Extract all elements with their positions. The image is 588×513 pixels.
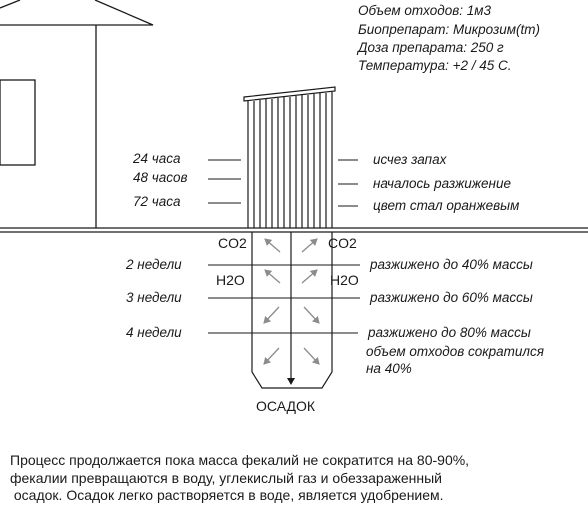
result-label: исчез запах bbox=[373, 152, 447, 167]
time-label: 4 недели bbox=[126, 325, 182, 340]
h2o-up-left-arrow bbox=[265, 270, 280, 283]
result-label: разжижено до 40% массы bbox=[370, 257, 533, 272]
param-biopreparation: Биопрепарат: Микрозим(tm) bbox=[358, 22, 540, 37]
time-label: 24 часа bbox=[133, 151, 181, 166]
result-label: началось разжижение bbox=[373, 176, 511, 191]
time-label: 3 недели bbox=[126, 290, 182, 305]
co2-right-label: CO2 bbox=[328, 235, 357, 251]
time-label: 2 недели bbox=[126, 257, 182, 272]
time-label: 48 часов bbox=[133, 170, 188, 185]
co2-up-left-arrow bbox=[265, 239, 280, 252]
result-label: разжижено до 80% массы bbox=[368, 325, 531, 340]
sediment-label: ОСАДОК bbox=[256, 398, 316, 414]
param-dose: Доза препарата: 250 г bbox=[358, 40, 504, 55]
vent-pipe bbox=[244, 87, 335, 228]
result-label: на 40% bbox=[366, 361, 412, 376]
h2o-left-label: H2O bbox=[216, 272, 245, 288]
ground bbox=[0, 228, 588, 232]
h2o-right-label: H2O bbox=[330, 272, 359, 288]
caption-line: Процесс продолжается пока масса фекалий не сократится на 80-90%, bbox=[10, 452, 470, 468]
caption-line: фекалии превращаются в воду, углекислый газ и обеззараженный bbox=[10, 469, 442, 486]
septic-tank bbox=[252, 232, 332, 388]
param-temperature: Температура: +2 / 45 С. bbox=[358, 58, 512, 73]
house-roof bbox=[0, 0, 20, 8]
gas-labels bbox=[216, 235, 359, 288]
parameters bbox=[356, 3, 540, 73]
down-left-arrow-2 bbox=[264, 348, 279, 364]
down-left-arrow-1 bbox=[264, 307, 279, 323]
result-label: разжижено до 60% массы bbox=[370, 290, 533, 305]
param-volume: Объем отходов: 1м3 bbox=[358, 3, 492, 18]
time-label: 72 часа bbox=[133, 194, 181, 209]
co2-up-right-arrow bbox=[302, 239, 317, 252]
house-window bbox=[0, 80, 35, 165]
time-labels bbox=[125, 151, 188, 340]
down-right-arrow-2 bbox=[304, 348, 319, 364]
down-right-arrow-1 bbox=[304, 307, 319, 323]
caption-line: осадок. Осадок легко растворяется в воде, является удобрением. bbox=[10, 487, 444, 503]
h2o-up-right-arrow bbox=[302, 270, 317, 283]
result-label: объем отходов сократился bbox=[366, 344, 545, 359]
result-labels bbox=[366, 152, 544, 376]
result-label: цвет стал оранжевым bbox=[373, 198, 520, 213]
co2-left-label: CO2 bbox=[218, 235, 247, 251]
caption bbox=[10, 452, 580, 505]
house bbox=[0, 0, 153, 228]
house-roof-right bbox=[0, 0, 153, 25]
